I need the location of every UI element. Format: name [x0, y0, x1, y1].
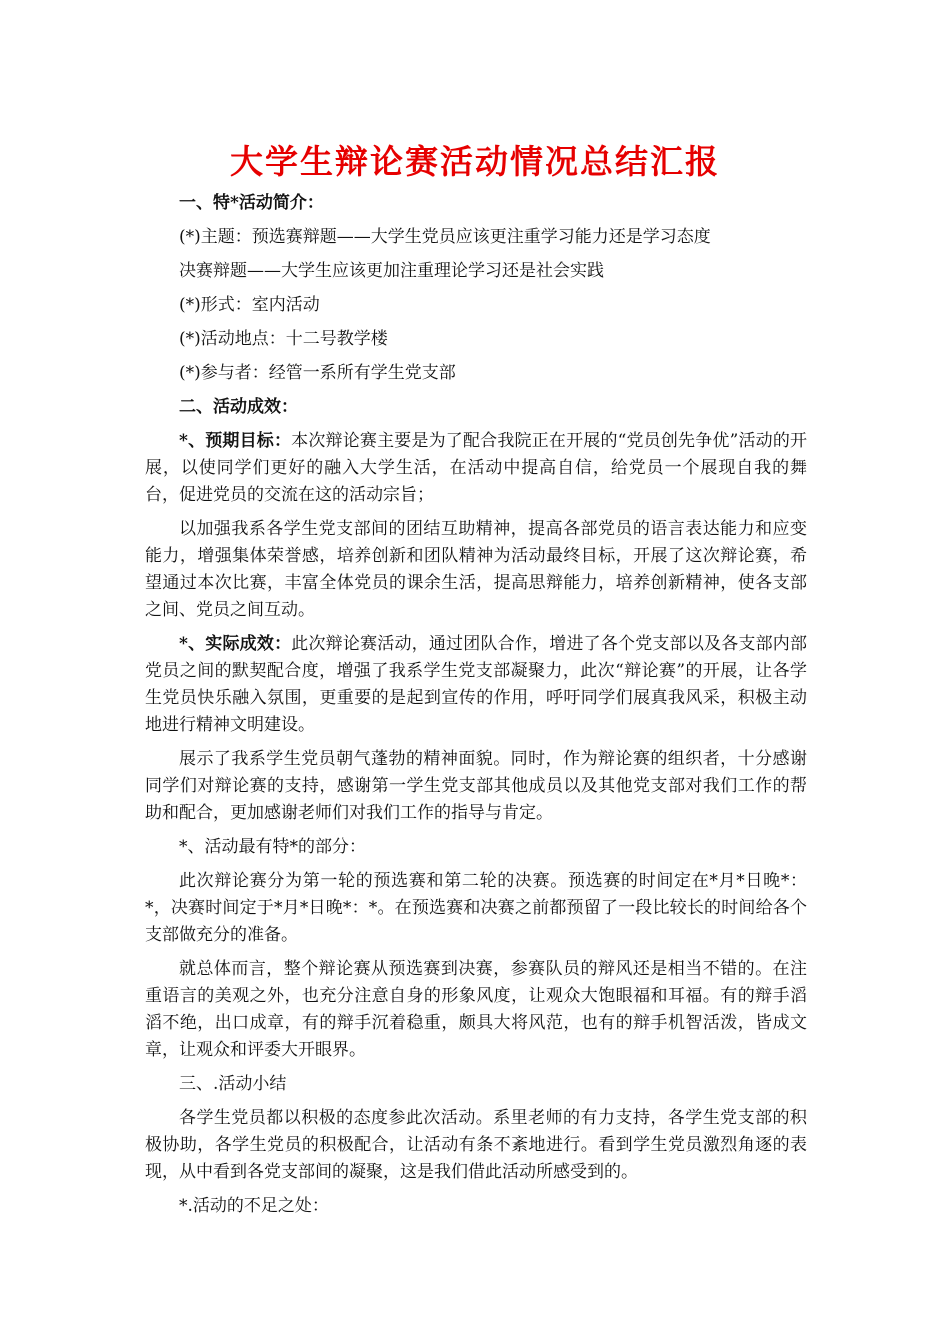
document-title: 大学生辩论赛活动情况总结汇报 [230, 142, 720, 181]
intro-item: (*)活动地点：十二号教学楼 [179, 329, 388, 349]
section-heading: 三、.活动小结 [179, 1074, 287, 1094]
intro-item: (*)参与者：经管一系所有学生党支部 [179, 363, 456, 383]
section-heading: 二、活动成效： [179, 397, 298, 417]
paragraph-lead: *、实际成效： [179, 634, 292, 654]
paragraph: 以加强我系各学生党支部间的团结互助精神，提高各部党员的语言表达能力和应变能力，增强集体荣誉感，培养创新和团队精神为活动最终目标，开展了这次辩论赛，希望通过本次比赛，丰富全体党员的课余生活，提高思辩能力，培养创新精神，使各支部之间、党员之间互动。 [145, 519, 807, 620]
paragraph: 各学生党员都以积极的态度参此次活动。系里老师的有力支持，各学生党支部的积极协助，各学生党员的积极配合，让活动有条不紊地进行。看到学生党员激烈角逐的表现，从中看到各党支部间的凝聚，这是我们借此活动所感受到的。 [145, 1108, 807, 1182]
paragraph: 就总体而言，整个辩论赛从预选赛到决赛，参赛队员的辩风还是相当不错的。在注重语言的美观之外，也充分注意自身的形象风度，让观众大饱眼福和耳福。有的辩手滔滔不绝，出口成章，有的辩手沉着稳重，颇具大将风范，也有的辩手机智活泼，皆成文章，让观众和评委大开眼界。 [145, 959, 807, 1060]
paragraph-lead: *、预期目标： [179, 431, 292, 451]
paragraph: 展示了我系学生党员朝气蓬勃的精神面貌。同时，作为辩论赛的组织者，十分感谢同学们对辩论赛的支持，感谢第一学生党支部其他成员以及其他党支部对我们工作的帮助和配合，更加感谢老师们对我们工作的指导与肯定。 [145, 749, 807, 823]
paragraph-text: 本次辩论赛主要是为了配合我院正在开展的“党员创先争优”活动的开展，以使同学们更好的融入大学生活，在活动中提高自信，给党员一个展现自我的舞台，促进党员的交流在这的活动宗旨； [145, 431, 808, 505]
intro-item: (*)形式：室内活动 [179, 295, 320, 315]
intro-item: (*)主题：预选赛辩题——大学生党员应该更注重学习能力还是学习态度 [179, 227, 711, 247]
intro-item: 决赛辩题——大学生应该更加注重理论学习还是社会实践 [179, 261, 604, 281]
paragraph-text: 此次辩论赛活动，通过团队合作，增进了各个党支部以及各支部内部党员之间的默契配合度，增强了我系学生党支部凝聚力，此次“辩论赛”的开展，让各学生党员快乐融入氛围，更重要的是起到宣传的作用，呼吁同学们展真我风采，积极主动地进行精神文明建设。 [145, 634, 808, 735]
subheading: *、活动最有特*的部分： [179, 837, 366, 857]
paragraph [145, 428, 807, 509]
paragraph: 此次辩论赛分为第一轮的预选赛和第二轮的决赛。预选赛的时间定在*月*日晚*：*，决赛时间定于*月*日晚*：*。在预选赛和决赛之前都预留了一段比较长的时间给各个支部做充分的准备。 [145, 871, 807, 945]
section-heading: 一、特*活动简介： [179, 193, 324, 213]
paragraph [145, 631, 807, 739]
subheading: *.活动的不足之处： [179, 1196, 329, 1216]
document-body [145, 190, 807, 1227]
